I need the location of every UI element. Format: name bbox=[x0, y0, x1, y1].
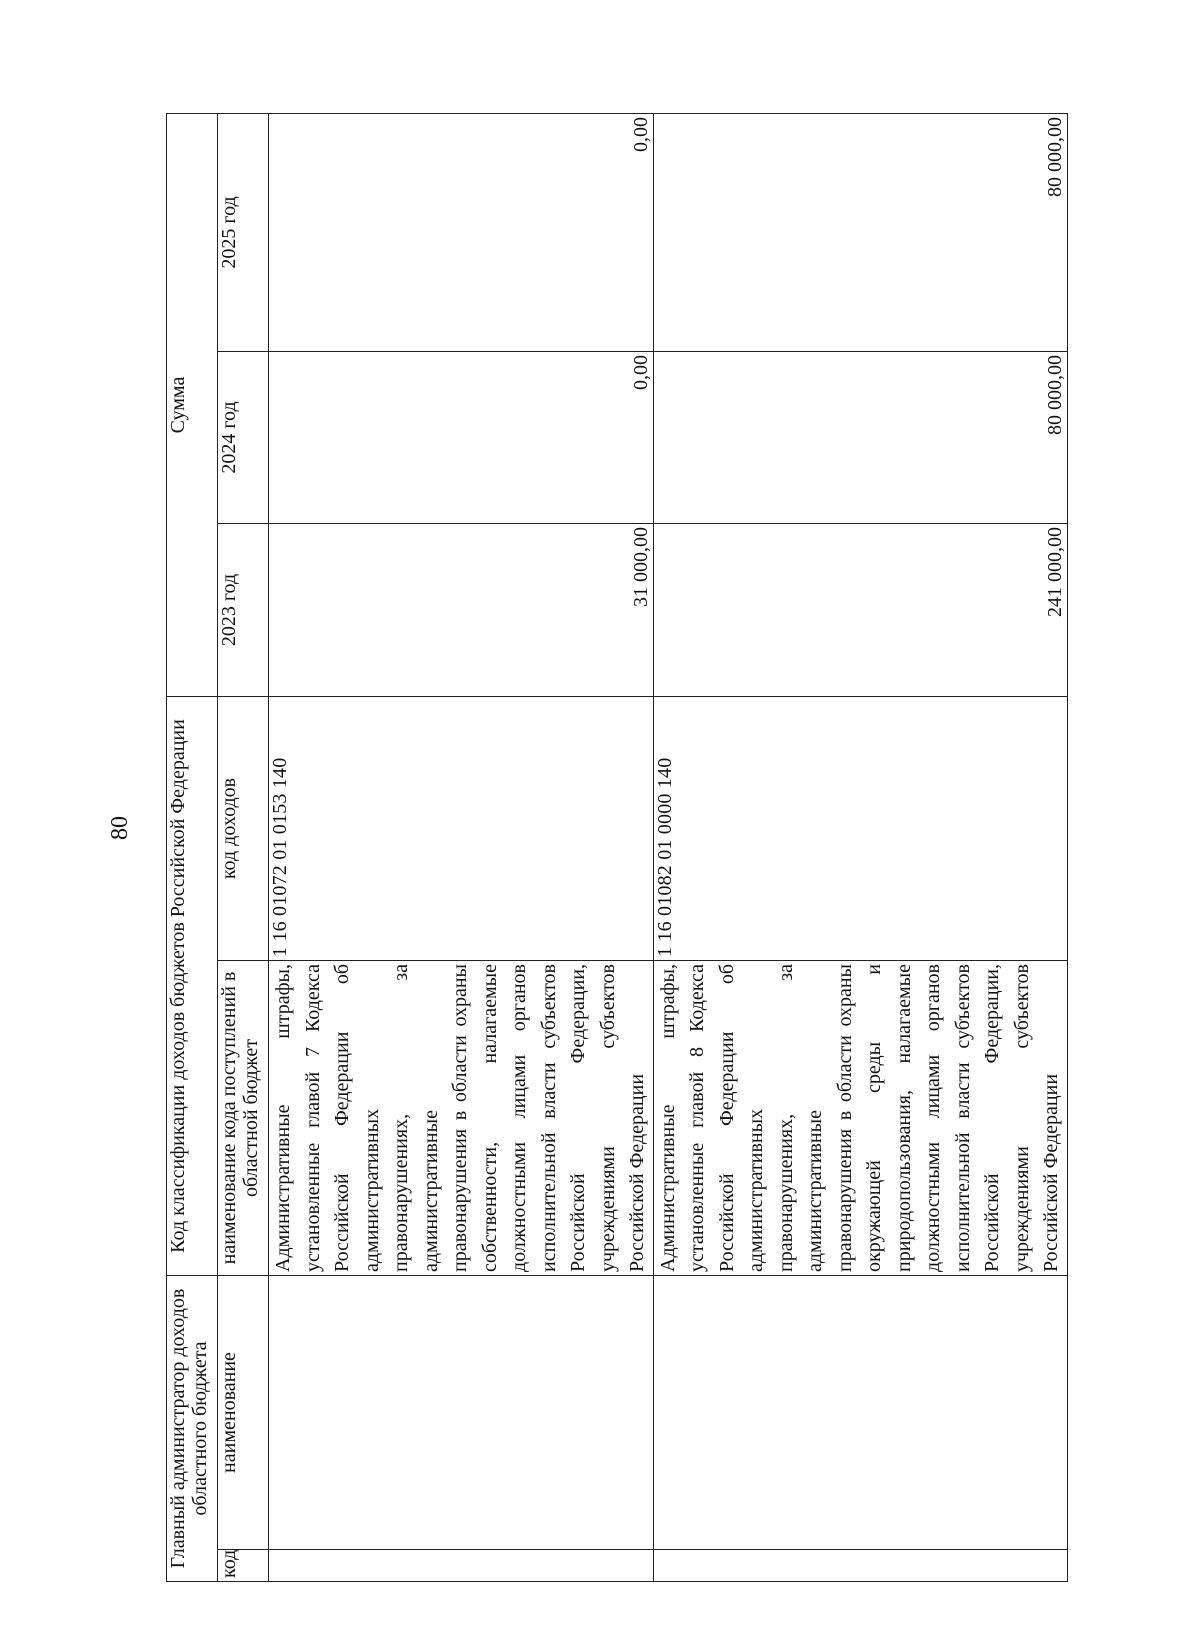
cell-income-code: 1 16 01082 01 0000 140 bbox=[653, 697, 1067, 961]
cell-code bbox=[653, 1550, 1067, 1582]
table-row bbox=[269, 113, 654, 1581]
cell-income-name: Административные штрафы, установленные главой 7 Кодекса Российской Федерации об административных правонарушениях, за административные правонарушения в области охраны собственности, налагаемые должностными лицами органов исполнительной власти субъектов Российской Федерации, учреждениями субъектов Российской Федерации bbox=[269, 961, 654, 1276]
header-code: код bbox=[218, 1550, 269, 1582]
cell-2024: 80 000,00 bbox=[653, 352, 1067, 524]
header-year-2024: 2024 год bbox=[218, 352, 269, 524]
cell-2024: 0,00 bbox=[269, 352, 654, 524]
header-income-code: код доходов bbox=[218, 697, 269, 961]
header-sum-group: Сумма bbox=[167, 113, 218, 696]
cell-name bbox=[653, 1276, 1067, 1550]
cell-income-code: 1 16 01072 01 0153 140 bbox=[269, 697, 654, 961]
cell-code bbox=[269, 1550, 654, 1582]
header-classification-group: Код классификации доходов бюджетов Российской Федерации bbox=[167, 697, 218, 1276]
cell-income-name: Административные штрафы, установленные главой 8 Кодекса Российской Федерации об административных правонарушениях, за административные правонарушения в области охраны окружающей среды и природопользования, налагаемые должностными лицами органов исполнительной власти субъектов Российской Федерации, учреждениями субъектов Российской Федерации bbox=[653, 961, 1067, 1276]
cell-2023: 241 000,00 bbox=[653, 524, 1067, 697]
page-number: 80 bbox=[107, 816, 133, 840]
table-row bbox=[653, 113, 1067, 1581]
cell-name bbox=[269, 1276, 654, 1550]
cell-2025: 80 000,00 bbox=[653, 113, 1067, 351]
cell-2023: 31 000,00 bbox=[269, 524, 654, 697]
header-row-columns bbox=[218, 113, 269, 1581]
header-income-name: наименование кода поступлений в областной бюджет bbox=[218, 961, 269, 1276]
income-table bbox=[166, 113, 1068, 1582]
header-row-group bbox=[167, 113, 218, 1581]
header-year-2023: 2023 год bbox=[218, 524, 269, 697]
header-year-2025: 2025 год bbox=[218, 113, 269, 351]
header-name: наименование bbox=[218, 1276, 269, 1550]
header-admin-group: Главный администратор доходов областного бюджета bbox=[167, 1276, 218, 1582]
rotated-table-wrapper bbox=[166, 114, 1066, 1582]
cell-2025: 0,00 bbox=[269, 113, 654, 351]
